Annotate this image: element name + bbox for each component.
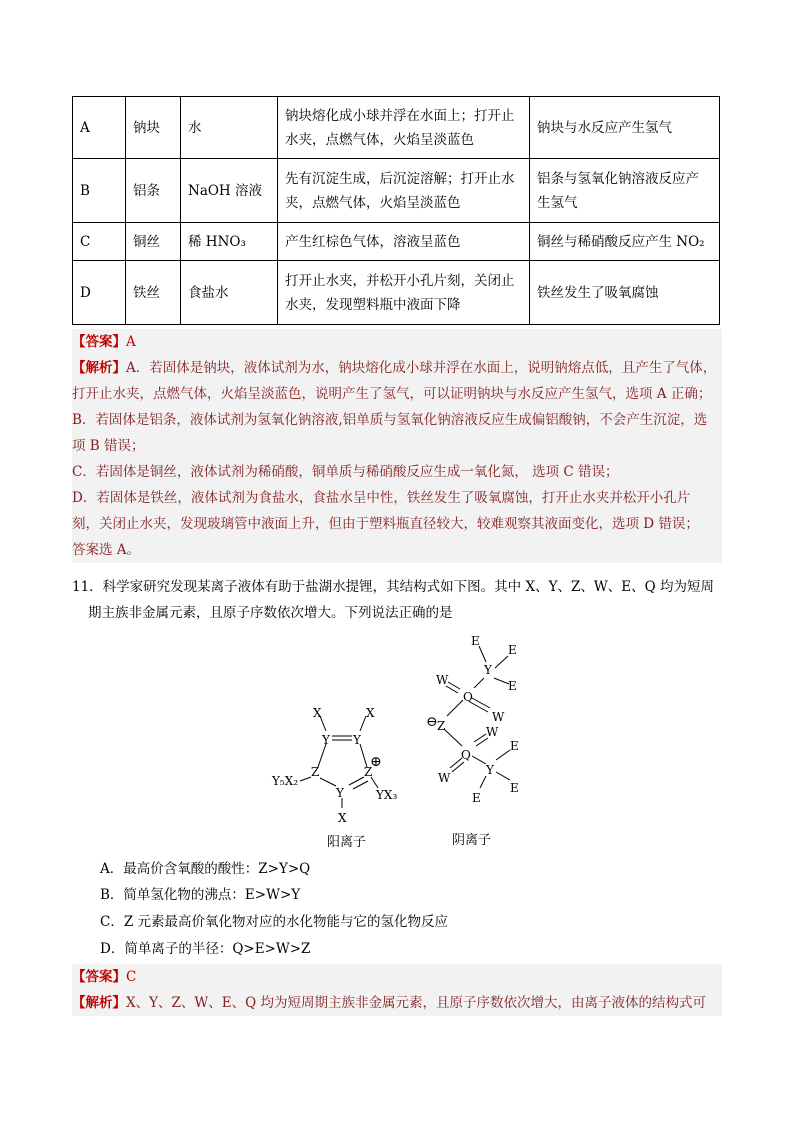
atom-label: E bbox=[508, 643, 517, 657]
table-cell: 铁丝 bbox=[126, 261, 181, 325]
anion-caption: 阴离子 bbox=[452, 833, 492, 848]
table-row bbox=[73, 159, 720, 223]
analysis-11 bbox=[72, 990, 722, 1016]
analysis-line: 答案选 A。 bbox=[72, 542, 141, 558]
option-b: B．简单氢化物的沸点：E>W>Y bbox=[100, 887, 301, 903]
answer-label: 【答案】 bbox=[72, 334, 126, 350]
answer-value: A bbox=[126, 334, 136, 350]
substituent-label: YX₃ bbox=[376, 788, 398, 802]
table-cell: NaOH 溶液 bbox=[181, 159, 278, 223]
atom-label: Y bbox=[322, 733, 330, 747]
table-cell: 产生红棕色气体，溶液呈蓝色 bbox=[278, 223, 530, 261]
analysis-line: C．若固体是铜丝，液体试剂为稀硝酸，铜单质与稀硝酸反应生成一氧化氮， 选项 C 错误； bbox=[72, 464, 619, 480]
table-cell: 先有沉淀生成，后沉淀溶解；打开止水夹，点燃气体，火焰呈淡蓝色 bbox=[278, 159, 530, 223]
atom-label: W bbox=[486, 725, 499, 739]
analysis-label: 【解析】 bbox=[72, 995, 126, 1011]
analysis-line: B．若固体是铝条，液体试剂为氢氧化钠溶液,铝单质与氢氧化钠溶液反应生成偏铝酸钠，不会产生沉淀，选 bbox=[72, 412, 708, 428]
analysis-10 bbox=[72, 355, 722, 563]
analysis-line: 打开止水夹，点燃气体，火焰呈淡蓝色，说明产生了氢气，可以证明钠块与水反应产生氢气，选项 A 正确； bbox=[72, 386, 712, 402]
table-cell: 钠块熔化成小球并浮在水面上；打开止水夹，点燃气体，火焰呈淡蓝色 bbox=[278, 97, 530, 159]
atom-label: W bbox=[438, 771, 451, 785]
atom-label: Z bbox=[437, 719, 446, 733]
table-cell: 钠块与水反应产生氢气 bbox=[530, 97, 720, 159]
atom-label: Q bbox=[463, 690, 473, 704]
table-cell: 钠块 bbox=[126, 97, 181, 159]
atom-label: X bbox=[313, 706, 322, 720]
atom-label: X bbox=[338, 811, 347, 825]
analysis-line: 项 B 错误； bbox=[72, 438, 145, 454]
table-cell: B bbox=[73, 159, 126, 223]
table-cell: 水 bbox=[181, 97, 278, 159]
table-cell: C bbox=[73, 223, 126, 261]
question-line: 期主族非金属元素，且原子序数依次增大。下列说法正确的是 bbox=[88, 605, 453, 621]
atom-label: E bbox=[510, 739, 519, 753]
atom-label: Y bbox=[336, 786, 344, 800]
question-line: 11．科学家研究发现某离子液体有助于盐湖水提锂，其结构式如下图。其中 X、Y、Z、W、E、Q 均为短周 bbox=[72, 579, 714, 595]
atom-label: Y bbox=[486, 763, 494, 777]
table-cell: 铁丝发生了吸氧腐蚀 bbox=[530, 261, 720, 325]
atom-label: Z bbox=[311, 765, 320, 779]
atom-label: Y bbox=[484, 663, 492, 677]
substituent-label: Y₅X₂ bbox=[272, 774, 299, 788]
negative-charge-icon: ⊖ bbox=[426, 714, 438, 730]
atom-label: E bbox=[508, 679, 517, 693]
positive-charge-icon: ⊕ bbox=[370, 754, 382, 770]
option-a: A．最高价含氧酸的酸性：Z>Y>Q bbox=[100, 861, 311, 877]
table-row bbox=[73, 223, 720, 261]
ionic-liquid-structure bbox=[250, 626, 550, 852]
atom-label: E bbox=[471, 634, 480, 648]
atom-label: E bbox=[472, 791, 481, 805]
atom-label: Q bbox=[461, 748, 471, 762]
atom-label: Y bbox=[353, 733, 361, 747]
analysis-line: 刻，关闭止水夹，发现玻璃管中液面上升，但由于塑料瓶直径较大，较难观察其液面变化，选项 D 错误； bbox=[72, 516, 699, 532]
table-cell: 铝条 bbox=[126, 159, 181, 223]
table-cell: 打开止水夹，并松开小孔片刻，关闭止水夹，发现塑料瓶中液面下降 bbox=[278, 261, 530, 325]
table-row bbox=[73, 97, 720, 159]
table-cell: 食盐水 bbox=[181, 261, 278, 325]
table-row bbox=[73, 261, 720, 325]
answer-11 bbox=[72, 964, 722, 990]
options-table bbox=[72, 96, 720, 325]
option-c: C．Z 元素最高价氧化物对应的水化物能与它的氢化物反应 bbox=[100, 914, 448, 930]
table-cell: 稀 HNO₃ bbox=[181, 223, 278, 261]
analysis-text: X、Y、Z、W、E、Q 均为短周期主族非金属元素，且原子序数依次增大，由离子液体的结构式可 bbox=[126, 995, 706, 1011]
answer-value: C bbox=[126, 969, 137, 985]
table-cell: A bbox=[73, 97, 126, 159]
answer-10 bbox=[72, 329, 722, 355]
analysis-text: A．若固体是钠块，液体试剂为水，钠块熔化成小球并浮在水面上，说明钠熔点低，且产生了气体， bbox=[126, 360, 717, 376]
cation-caption: 阳离子 bbox=[327, 835, 367, 850]
atom-label: W bbox=[436, 673, 449, 687]
atom-label: X bbox=[366, 706, 375, 720]
analysis-line: D．若固体是铁丝，液体试剂为食盐水，食盐水呈中性，铁丝发生了吸氧腐蚀，打开止水夹并松开小孔片 bbox=[72, 490, 691, 506]
table-cell: 铝条与氢氧化钠溶液反应产生氢气 bbox=[530, 159, 720, 223]
table-cell: 铜丝与稀硝酸反应产生 NO₂ bbox=[530, 223, 720, 261]
analysis-line bbox=[72, 355, 722, 381]
answer-label: 【答案】 bbox=[72, 969, 126, 985]
table-cell: 铜丝 bbox=[126, 223, 181, 261]
atom-label: W bbox=[492, 710, 505, 724]
table-cell: D bbox=[73, 261, 126, 325]
atom-label: Z bbox=[364, 765, 373, 779]
analysis-label: 【解析】 bbox=[72, 360, 126, 376]
question-11 bbox=[72, 574, 722, 626]
option-d: D．简单离子的半径：Q>E>W>Z bbox=[100, 941, 311, 957]
atom-label: E bbox=[510, 781, 519, 795]
